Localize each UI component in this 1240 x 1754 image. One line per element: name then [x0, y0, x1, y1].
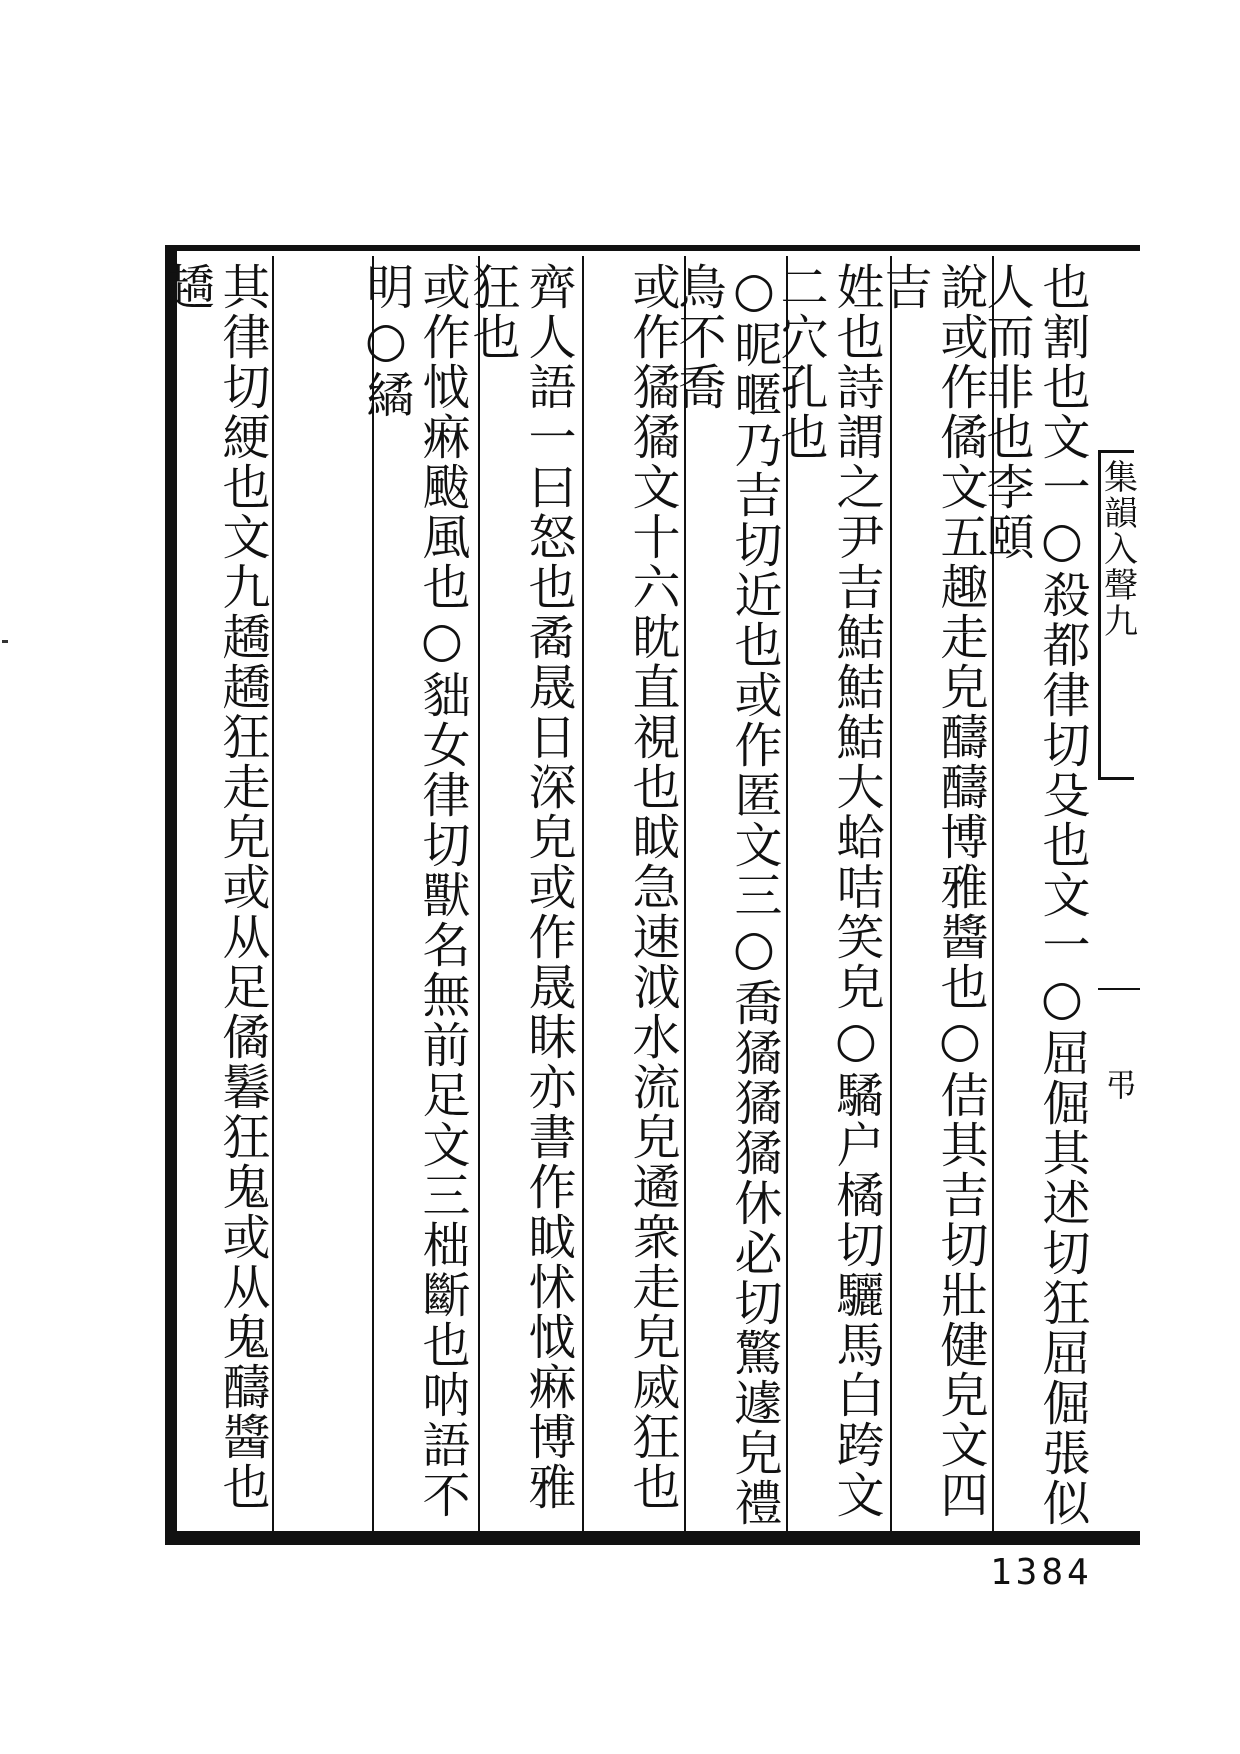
text-column-8: 其律切綆也文九趫趫狂走皃或从足僪鬊狂鬼或从鬼醻醬也趫 — [158, 262, 270, 1512]
page-number: 1384 — [990, 1552, 1093, 1593]
column-rule — [582, 256, 584, 1538]
margin-tab-label: 集韻入聲九 — [1098, 450, 1134, 780]
text-column-5: 或作獝獝文十六眈直視也眓急速泧水流皃遹衆走皃烕狂也 — [624, 262, 680, 1512]
margin-divider — [1098, 988, 1140, 990]
column-rule — [372, 256, 374, 1538]
column-rule — [272, 256, 274, 1538]
column-rule — [890, 256, 892, 1538]
margin-mark: 弔 — [1105, 1066, 1138, 1104]
text-column-1: 也割也文一○殺都律切殳也文一○屈倔其述切狂屈倔張似人而非也李頤 — [978, 262, 1090, 1528]
text-column-6: 齊人語一曰怒也矞晟日深皃或作晟眜亦書作眓怵怴痳博雅狂也 — [464, 262, 576, 1512]
text-column-4: ○昵暱乃吉切近也或作匿文三○喬獝獝獝休必切驚遽皃禮鳥不喬 — [670, 262, 782, 1528]
text-column-7: 或作怴痳颰風也○貀女律切獸名無前足文三柮斷也呐語不明○繘 — [358, 262, 470, 1520]
text-column-2: 說或作僪文五趣走皃醻醻博雅醬也○佶其吉切壯健皃文四吉 — [876, 262, 988, 1520]
text-column-3: 姓也詩謂之尹吉鮚鮚鮚大蛤咭笑皃○驈户橘切驪馬白跨文二穴孔也 — [772, 262, 884, 1520]
column-rule — [684, 256, 686, 1538]
scan-speck — [2, 640, 8, 643]
column-rule — [478, 256, 480, 1538]
